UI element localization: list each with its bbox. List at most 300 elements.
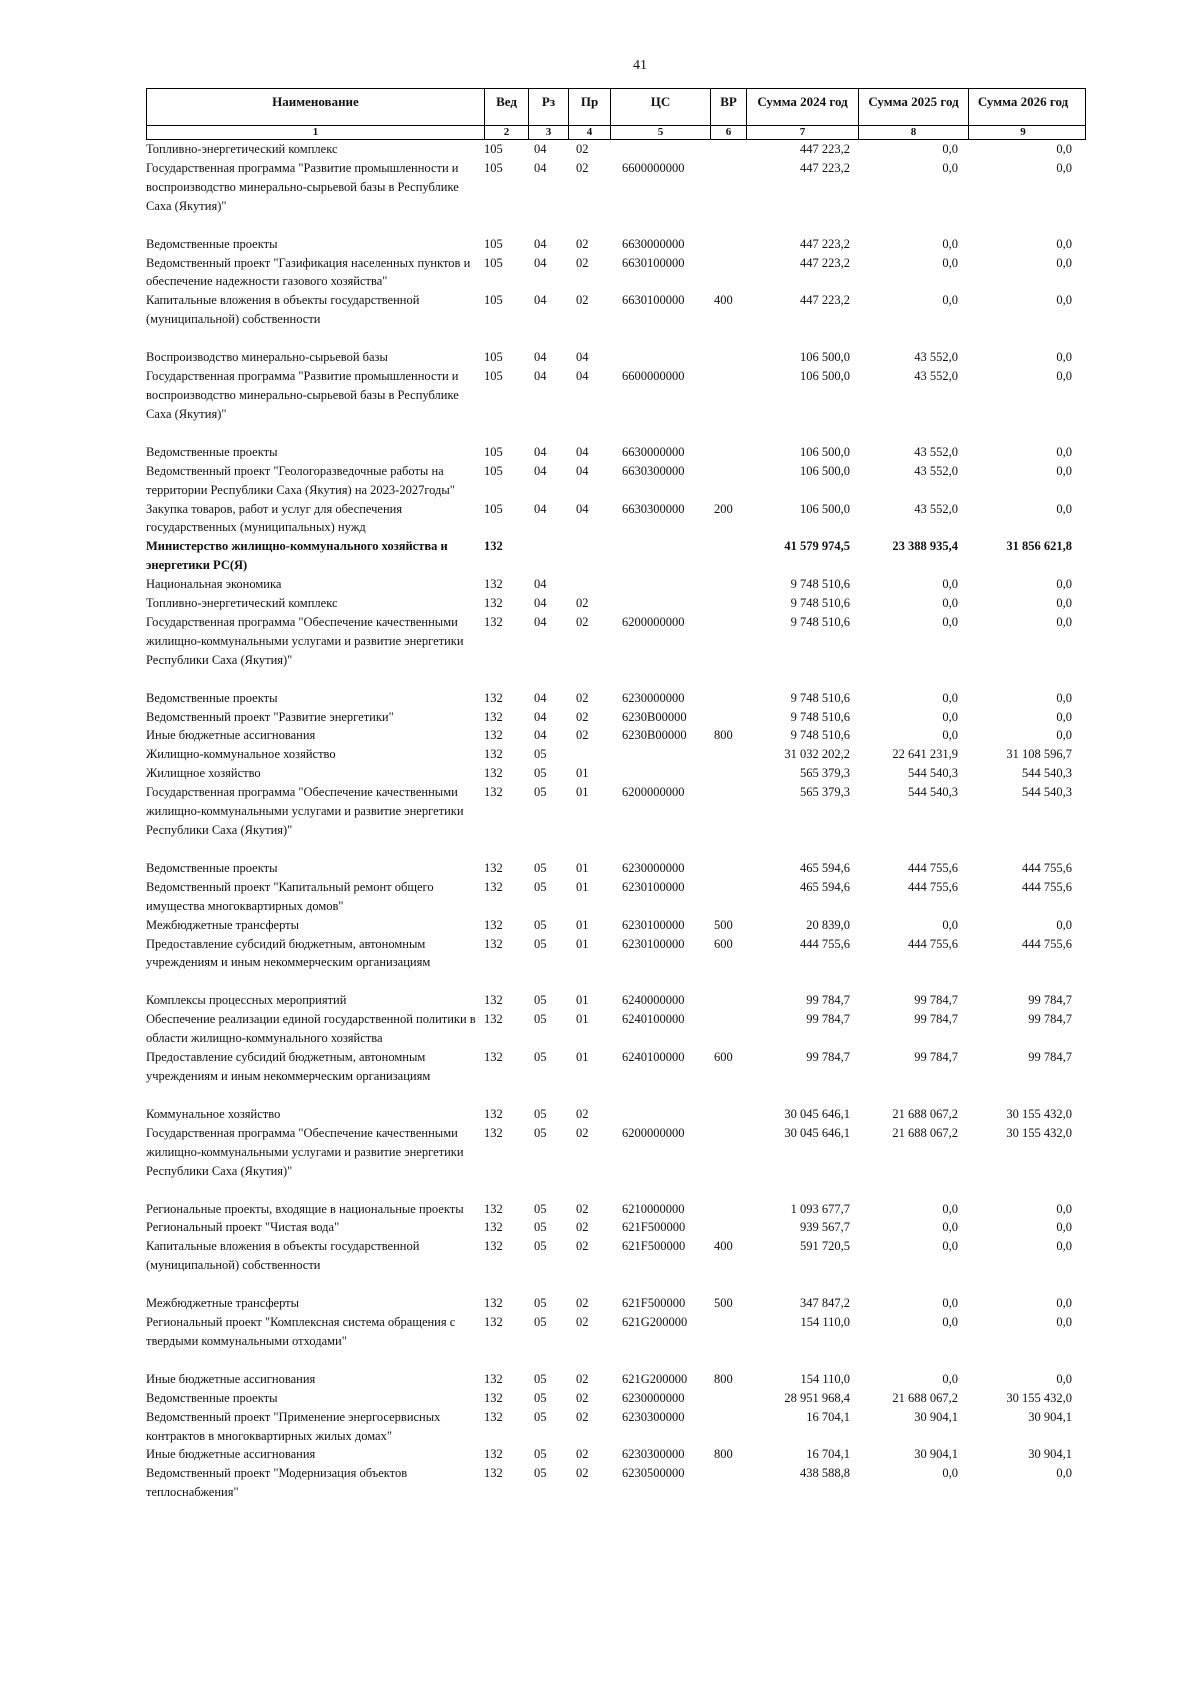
row-sum-2025: 544 540,3 (908, 785, 958, 800)
row-ved: 132 (484, 1125, 503, 1140)
row-cs: 6230000000 (622, 860, 685, 875)
row-cs: 6230000000 (622, 1390, 685, 1405)
row-sum-2026: 0,0 (1056, 709, 1072, 724)
column-number: 5 (611, 126, 711, 139)
row-sum-2026: 0,0 (1056, 596, 1072, 611)
row-cs: 6230500000 (622, 1466, 685, 1481)
row-sum-2024: 939 567,7 (800, 1220, 850, 1235)
row-vr (710, 254, 746, 292)
row-pr: 01 (576, 936, 589, 951)
row-sum-2025: 0,0 (942, 142, 958, 156)
row-sum-2025: 0,0 (942, 917, 958, 932)
row-name: Предоставление субсидий бюджетным, автономным учреждениям и иным некоммерческим организациям (146, 936, 431, 970)
table-row (146, 1408, 1086, 1446)
row-name: Ведомственные проекты (146, 1390, 278, 1405)
row-sum-2024: 16 704,1 (806, 1447, 850, 1462)
row-sum-2026: 544 540,3 (1022, 785, 1072, 800)
row-vr (710, 764, 746, 783)
column-number: 6 (711, 126, 747, 139)
row-sum-2026: 0,0 (1056, 463, 1072, 478)
row-sum-2024: 106 500,0 (800, 444, 850, 459)
row-ved: 132 (484, 860, 503, 875)
row-sum-2025: 0,0 (942, 614, 958, 629)
row-name: Межбюджетные трансферты (146, 917, 300, 932)
row-cs: 6230В00000 (622, 728, 687, 743)
header-name: Наименование (147, 89, 485, 125)
table-row (146, 594, 1086, 613)
row-vr: 400 (714, 1239, 733, 1254)
row-sum-2025: 43 552,0 (914, 350, 958, 365)
row-sum-2025: 22 641 231,9 (892, 747, 958, 762)
row-cs: 621G200000 (622, 1371, 688, 1386)
row-rz (528, 537, 568, 575)
row-pr: 02 (576, 293, 589, 308)
row-rz: 04 (534, 444, 547, 459)
table-row (146, 1200, 1086, 1219)
row-rz: 05 (534, 860, 547, 875)
row-sum-2025: 0,0 (942, 236, 958, 251)
row-sum-2026: 99 784,7 (1028, 1012, 1072, 1027)
table-row (146, 575, 1086, 594)
row-vr (710, 235, 746, 254)
row-name: Жилищно-коммунальное хозяйство (146, 747, 336, 762)
row-vr: 600 (714, 1050, 733, 1065)
table-row (146, 1237, 1086, 1275)
row-sum-2025: 99 784,7 (914, 1012, 958, 1027)
table-row (146, 462, 1086, 500)
row-rz: 05 (534, 1409, 547, 1424)
row-ved: 132 (484, 690, 503, 705)
row-sum-2026: 30 904,1 (1028, 1447, 1072, 1462)
row-vr (710, 1010, 746, 1048)
row-ved: 132 (484, 1447, 503, 1462)
row-rz: 05 (534, 1125, 547, 1140)
row-name: Межбюджетные трансферты (146, 1296, 300, 1311)
row-rz: 05 (534, 993, 547, 1008)
row-name: Капитальные вложения в объекты государственной (муниципальной) собственности (146, 1239, 420, 1273)
row-cs: 621F500000 (622, 1220, 686, 1235)
row-spacer (146, 1275, 1086, 1294)
row-sum-2025: 0,0 (942, 1466, 958, 1481)
row-cs (610, 537, 710, 575)
row-sum-2026: 0,0 (1056, 917, 1072, 932)
row-ved: 132 (484, 1106, 503, 1121)
row-rz: 05 (534, 1201, 547, 1216)
row-pr: 02 (576, 1239, 589, 1254)
row-rz: 05 (534, 1315, 547, 1330)
row-rz: 04 (534, 142, 547, 156)
row-ved: 132 (484, 1239, 503, 1254)
table-row (146, 1389, 1086, 1408)
row-name: Коммунальное хозяйство (146, 1106, 281, 1121)
row-cs: 6230100000 (622, 879, 685, 894)
table-row (146, 708, 1086, 727)
row-cs: 6240100000 (622, 1050, 685, 1065)
row-pr: 02 (576, 1220, 589, 1235)
row-cs: 6230300000 (622, 1409, 685, 1424)
row-rz: 04 (534, 255, 547, 270)
row-vr (710, 594, 746, 613)
row-vr (710, 1124, 746, 1181)
row-rz: 05 (534, 1239, 547, 1254)
row-sum-2024: 1 093 677,7 (790, 1201, 850, 1216)
row-name: Ведомственные проекты (146, 444, 278, 459)
row-pr: 04 (576, 444, 589, 459)
row-ved: 132 (484, 1466, 503, 1481)
row-sum-2024: 28 951 968,4 (784, 1390, 850, 1405)
table-row (146, 254, 1086, 292)
row-sum-2026: 0,0 (1056, 293, 1072, 308)
row-name: Топливно-энергетический комплекс (146, 596, 338, 611)
row-vr (710, 1105, 746, 1124)
row-name: Предоставление субсидий бюджетным, автономным учреждениям и иным некоммерческим организациям (146, 1050, 431, 1083)
row-sum-2024: 41 579 974,5 (784, 539, 850, 554)
row-name: Иные бюджетные ассигнования (146, 1371, 316, 1386)
row-pr: 04 (576, 369, 589, 384)
row-vr (710, 991, 746, 1010)
row-vr (710, 462, 746, 500)
row-ved: 132 (484, 766, 503, 781)
row-sum-2024: 465 594,6 (800, 860, 850, 875)
row-vr (710, 575, 746, 594)
row-rz: 05 (534, 1050, 547, 1065)
row-name: Региональные проекты, входящие в национальные проекты (146, 1201, 464, 1216)
row-sum-2024: 31 032 202,2 (784, 747, 850, 762)
column-number: 4 (569, 126, 611, 139)
row-pr: 02 (576, 1409, 589, 1424)
row-sum-2025: 30 904,1 (914, 1409, 958, 1424)
row-rz: 05 (534, 1466, 547, 1481)
row-pr: 04 (576, 501, 589, 516)
row-name: Капитальные вложения в объекты государственной (муниципальной) собственности (146, 293, 420, 327)
row-sum-2026: 444 755,6 (1022, 936, 1072, 951)
column-number: 7 (747, 126, 859, 139)
row-ved: 132 (484, 614, 503, 629)
table-row (146, 140, 1086, 159)
table-row (146, 745, 1086, 764)
row-ved: 132 (484, 577, 503, 592)
row-vr: 800 (714, 728, 733, 743)
row-cs (610, 594, 710, 613)
row-pr: 01 (576, 785, 589, 800)
row-vr: 400 (714, 293, 733, 308)
row-sum-2025: 0,0 (942, 255, 958, 270)
row-rz: 05 (534, 879, 547, 894)
row-vr (710, 783, 746, 840)
row-vr (710, 708, 746, 727)
row-name: Комплексы процессных мероприятий (146, 993, 347, 1008)
row-name: Иные бюджетные ассигнования (146, 728, 316, 743)
header-ved: Вед (485, 89, 529, 125)
row-ved: 132 (484, 1315, 503, 1330)
row-ved: 132 (484, 747, 503, 762)
table-row (146, 991, 1086, 1010)
row-sum-2026: 31 108 596,7 (1006, 747, 1072, 762)
row-cs: 6630000000 (622, 236, 685, 251)
row-vr (710, 443, 746, 462)
row-sum-2024: 154 110,0 (800, 1315, 850, 1330)
row-spacer (146, 1181, 1086, 1200)
table-row (146, 1048, 1086, 1086)
table-row (146, 291, 1086, 329)
row-sum-2024: 9 748 510,6 (790, 614, 850, 629)
row-ved: 105 (484, 444, 503, 459)
row-pr: 02 (576, 1466, 589, 1481)
row-sum-2025: 0,0 (942, 1296, 958, 1311)
row-sum-2024: 565 379,3 (800, 785, 850, 800)
row-sum-2026: 0,0 (1056, 1239, 1072, 1254)
row-cs (610, 1105, 710, 1124)
row-cs (610, 575, 710, 594)
row-cs: 621G200000 (622, 1315, 688, 1330)
row-sum-2024: 444 755,6 (800, 936, 850, 951)
row-rz: 05 (534, 1106, 547, 1121)
row-sum-2026: 444 755,6 (1022, 860, 1072, 875)
table-row (146, 726, 1086, 745)
row-rz: 05 (534, 766, 547, 781)
row-sum-2026: 0,0 (1056, 501, 1072, 516)
row-sum-2024: 106 500,0 (800, 463, 850, 478)
row-sum-2026: 0,0 (1056, 614, 1072, 629)
row-sum-2025: 99 784,7 (914, 1050, 958, 1065)
row-ved: 105 (484, 255, 503, 270)
row-ved: 132 (484, 728, 503, 743)
row-ved: 105 (484, 350, 503, 365)
column-number: 2 (485, 126, 529, 139)
row-pr: 02 (576, 1371, 589, 1386)
row-ved: 105 (484, 236, 503, 251)
row-sum-2024: 106 500,0 (800, 501, 850, 516)
row-ved: 132 (484, 936, 503, 951)
row-sum-2024: 465 594,6 (800, 879, 850, 894)
row-rz: 05 (534, 917, 547, 932)
row-vr (710, 878, 746, 916)
row-pr: 04 (576, 463, 589, 478)
row-vr (710, 1218, 746, 1237)
row-pr: 02 (576, 160, 589, 175)
row-sum-2024: 347 847,2 (800, 1296, 850, 1311)
row-sum-2024: 106 500,0 (800, 350, 850, 365)
row-ved: 132 (484, 1390, 503, 1405)
row-spacer (146, 670, 1086, 689)
row-sum-2026: 0,0 (1056, 728, 1072, 743)
row-vr (710, 689, 746, 708)
row-cs: 6230В00000 (622, 709, 687, 724)
row-ved: 132 (484, 1050, 503, 1065)
row-pr: 02 (576, 1125, 589, 1140)
row-pr: 02 (576, 142, 589, 156)
row-pr (568, 575, 610, 594)
row-sum-2024: 9 748 510,6 (790, 577, 850, 592)
table-row (146, 500, 1086, 538)
row-vr (710, 859, 746, 878)
row-name: Закупка товаров, работ и услуг для обеспечения государственных (муниципальных) нужд (146, 501, 403, 535)
row-name: Ведомственный проект "Капитальный ремонт общего имущества многоквартирных домов" (146, 879, 434, 913)
row-pr: 01 (576, 1050, 589, 1065)
row-rz: 04 (534, 614, 547, 629)
row-sum-2024: 9 748 510,6 (790, 709, 850, 724)
row-vr (710, 1313, 746, 1351)
row-vr: 800 (714, 1447, 733, 1462)
row-ved: 132 (484, 1371, 503, 1386)
row-sum-2025: 21 688 067,2 (892, 1106, 958, 1121)
row-rz: 05 (534, 1012, 547, 1027)
row-ved: 105 (484, 369, 503, 384)
row-rz: 04 (534, 369, 547, 384)
row-rz: 04 (534, 709, 547, 724)
row-sum-2026: 0,0 (1056, 142, 1072, 156)
row-name: Государственная программа "Развитие промышленности и воспроизводство минерально-сырьевой базы в Республике Саха (Якутия)" (146, 369, 459, 421)
row-ved: 132 (484, 539, 503, 554)
table-row (146, 1010, 1086, 1048)
header-rz: Рз (529, 89, 569, 125)
row-rz: 05 (534, 1390, 547, 1405)
table-row (146, 916, 1086, 935)
row-cs: 6240100000 (622, 1012, 685, 1027)
row-sum-2025: 0,0 (942, 690, 958, 705)
table-row (146, 537, 1086, 575)
row-name: Ведомственный проект "Газификация населенных пунктов и обеспечение надежности газового хозяйства" (146, 255, 471, 289)
row-sum-2025: 43 552,0 (914, 463, 958, 478)
row-name: Ведомственный проект "Применение энергосервисных контрактов в многоквартирных жилых домах" (146, 1409, 441, 1443)
row-sum-2024: 20 839,0 (806, 917, 850, 932)
table-header (146, 88, 1086, 126)
table-row (146, 859, 1086, 878)
row-cs: 6630000000 (622, 444, 685, 459)
row-name: Государственная программа "Развитие промышленности и воспроизводство минерально-сырьевой базы в Республике Саха (Якутия)" (146, 160, 459, 213)
row-name: Государственная программа "Обеспечение качественными жилищно-коммунальными услугами и развитие энергетики Республики Саха (Якутия)" (146, 614, 464, 667)
row-sum-2024: 565 379,3 (800, 766, 850, 781)
table-row (146, 1445, 1086, 1464)
row-sum-2026: 444 755,6 (1022, 879, 1072, 894)
table-row (146, 878, 1086, 916)
row-vr (710, 159, 746, 216)
row-ved: 132 (484, 709, 503, 724)
table-row (146, 783, 1086, 840)
row-rz: 04 (534, 690, 547, 705)
row-sum-2025: 444 755,6 (908, 860, 958, 875)
row-sum-2026: 0,0 (1056, 369, 1072, 384)
row-vr: 800 (714, 1371, 733, 1386)
row-sum-2026: 0,0 (1056, 1296, 1072, 1311)
row-ved: 132 (484, 785, 503, 800)
row-sum-2024: 30 045 646,1 (784, 1106, 850, 1121)
row-ved: 132 (484, 1012, 503, 1027)
table-row (146, 689, 1086, 708)
row-cs: 6200000000 (622, 614, 685, 629)
column-number: 8 (859, 126, 969, 139)
row-ved: 105 (484, 293, 503, 308)
row-name: Государственная программа "Обеспечение качественными жилищно-коммунальными услугами и развитие энергетики Республики Саха (Якутия)" (146, 785, 464, 837)
row-sum-2025: 0,0 (942, 160, 958, 175)
row-name: Жилищное хозяйство (146, 766, 261, 781)
table-row (146, 1313, 1086, 1351)
table-row (146, 1124, 1086, 1181)
row-sum-2025: 43 552,0 (914, 444, 958, 459)
row-sum-2024: 447 223,2 (800, 236, 850, 251)
row-sum-2025: 0,0 (942, 709, 958, 724)
row-sum-2026: 0,0 (1056, 444, 1072, 459)
row-rz: 04 (534, 293, 547, 308)
row-rz: 04 (534, 350, 547, 365)
table-row (146, 935, 1086, 973)
row-vr: 500 (714, 1296, 733, 1311)
row-name: Иные бюджетные ассигнования (146, 1447, 316, 1462)
row-cs: 6630100000 (622, 255, 685, 270)
row-cs: 6230000000 (622, 690, 685, 705)
row-rz: 04 (534, 236, 547, 251)
row-spacer (146, 329, 1086, 348)
row-sum-2024: 447 223,2 (800, 160, 850, 175)
row-spacer (146, 1086, 1086, 1105)
row-pr: 02 (576, 255, 589, 270)
row-rz: 04 (534, 463, 547, 478)
row-rz: 04 (534, 577, 547, 592)
row-ved: 105 (484, 501, 503, 516)
row-spacer (146, 1351, 1086, 1370)
row-cs: 6230100000 (622, 917, 685, 932)
row-cs: 6600000000 (622, 369, 685, 384)
row-name: Ведомственные проекты (146, 690, 278, 705)
row-cs: 6630100000 (622, 293, 685, 308)
row-name: Ведомственный проект "Развитие энергетики" (146, 709, 394, 724)
table-row (146, 443, 1086, 462)
row-sum-2026: 0,0 (1056, 236, 1072, 251)
row-sum-2025: 0,0 (942, 596, 958, 611)
row-ved: 132 (484, 993, 503, 1008)
row-name: Ведомственный проект "Модернизация объектов теплоснабжения" (146, 1466, 408, 1500)
row-pr: 02 (576, 1390, 589, 1405)
row-sum-2024: 99 784,7 (806, 1050, 850, 1065)
row-vr (710, 745, 746, 764)
row-rz: 04 (534, 160, 547, 175)
row-sum-2025: 0,0 (942, 728, 958, 743)
row-sum-2024: 447 223,2 (800, 293, 850, 308)
row-sum-2026: 0,0 (1056, 350, 1072, 365)
row-pr: 02 (576, 1201, 589, 1216)
table-body (146, 140, 1086, 1502)
row-cs (610, 764, 710, 783)
row-rz: 05 (534, 747, 547, 762)
row-sum-2025: 30 904,1 (914, 1447, 958, 1462)
row-sum-2026: 0,0 (1056, 160, 1072, 175)
row-sum-2025: 43 552,0 (914, 369, 958, 384)
row-name: Ведомственные проекты (146, 236, 278, 251)
row-sum-2025: 444 755,6 (908, 879, 958, 894)
row-name: Региональный проект "Чистая вода" (146, 1220, 340, 1235)
row-rz: 05 (534, 936, 547, 951)
table-row (146, 235, 1086, 254)
row-sum-2025: 0,0 (942, 1371, 958, 1386)
row-ved: 132 (484, 1409, 503, 1424)
row-pr: 01 (576, 879, 589, 894)
row-sum-2024: 16 704,1 (806, 1409, 850, 1424)
row-vr (710, 1408, 746, 1446)
column-number: 1 (147, 126, 485, 139)
table-row (146, 613, 1086, 670)
row-pr (568, 745, 610, 764)
row-pr: 01 (576, 1012, 589, 1027)
table-row (146, 1218, 1086, 1237)
row-ved: 132 (484, 879, 503, 894)
row-rz: 04 (534, 501, 547, 516)
row-pr: 01 (576, 993, 589, 1008)
row-sum-2024: 99 784,7 (806, 993, 850, 1008)
row-sum-2026: 0,0 (1056, 690, 1072, 705)
row-pr: 02 (576, 709, 589, 724)
row-vr (710, 367, 746, 424)
row-sum-2025: 0,0 (942, 1315, 958, 1330)
